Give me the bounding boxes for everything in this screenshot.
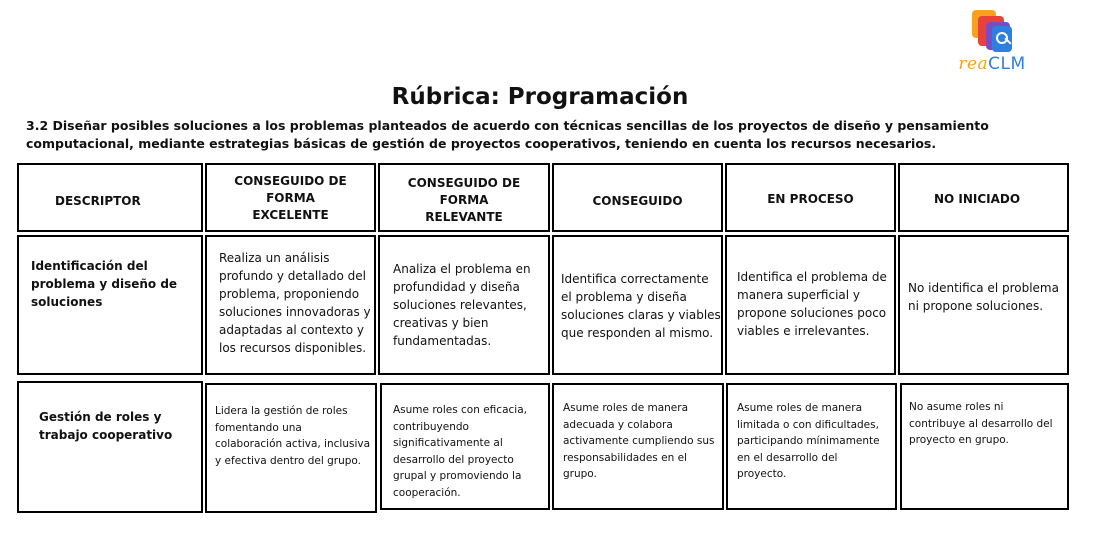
header-excelente	[205, 163, 376, 232]
header-conseguido	[552, 163, 723, 232]
row1-conseguido-text: Identifica correctamente el problema y diseña soluciones claras y viables que responden al mismo.	[561, 272, 721, 340]
header-conseguido-label: CONSEGUIDO	[592, 194, 683, 208]
row1-descriptor-label: Identificación del problema y diseño de soluciones	[31, 259, 178, 309]
page-title: Rúbrica: Programación	[391, 84, 689, 110]
row1-excelente-text: Realiza un análisis profundo y detallado del problema, proponiendo soluciones innovadoras y adaptadas al contexto y los recursos disponibles.	[219, 251, 371, 355]
row1-relevante-text: Analiza el problema en profundidad y diseña soluciones relevantes, creativas y bien fundamentadas.	[393, 262, 531, 348]
row1-no-iniciado-text: No identifica el problema ni propone soluciones.	[908, 281, 1059, 313]
row1-en-proceso	[725, 235, 896, 375]
row2-conseguido-text: Asume roles de manera adecuada y colabora activamente cumpliendo sus responsabilidades en el grupo.	[563, 402, 715, 480]
cursor-icon	[996, 32, 1008, 44]
header-en-proceso	[725, 163, 896, 232]
header-relevante-label: CONSEGUIDO DE FORMA RELEVANTE	[407, 176, 521, 224]
row2-en-proceso-text: Asume roles de manera limitada o con dificultades, participando mínimamente en el desarrollo del proyecto.	[737, 402, 880, 480]
row2-excelente	[205, 383, 377, 513]
header-no-iniciado	[898, 163, 1069, 232]
row2-relevante	[380, 383, 550, 510]
row2-descriptor-label: Gestión de roles y trabajo cooperativo	[39, 410, 173, 442]
row2-relevante-text: Asume roles con eficacia, contribuyendo significativamente al desarrollo del proyecto grupal y promoviendo la cooperación.	[393, 404, 527, 499]
logo-wordmark: reaCLM	[958, 54, 1026, 74]
row2-no-iniciado	[900, 383, 1069, 510]
row1-descriptor	[17, 235, 203, 375]
row2-conseguido	[552, 383, 724, 510]
header-no-iniciado-label: NO INICIADO	[933, 192, 1021, 206]
row2-descriptor	[17, 381, 203, 513]
header-descriptor	[17, 163, 203, 232]
header-descriptor-label: DESCRIPTOR	[55, 194, 141, 208]
row1-conseguido	[552, 235, 723, 375]
row1-en-proceso-text: Identifica el problema de manera superficial y propone soluciones poco viables e irrelevantes.	[737, 270, 887, 338]
header-relevante	[378, 163, 550, 232]
header-excelente-label: CONSEGUIDO DE FORMA EXCELENTE	[234, 174, 347, 222]
row1-no-iniciado	[898, 235, 1069, 375]
row2-no-iniciado-text: No asume roles ni contribuye al desarrollo del proyecto en grupo.	[909, 401, 1053, 446]
row2-en-proceso	[726, 383, 897, 510]
row1-excelente	[205, 235, 376, 375]
reaclm-logo	[944, 10, 1040, 76]
row2-excelente-text: Lidera la gestión de roles fomentando una colaboración activa, inclusiva y efectiva dentro del grupo.	[215, 405, 371, 467]
criterion-text: 3.2 Diseñar posibles soluciones a los problemas planteados de acuerdo con técnicas sencillas de los proyectos de diseño y pensamiento computacional, mediante estrategias básicas de gestión de proyectos cooperativos, teniendo en cuenta los recursos necesarios.	[26, 118, 989, 151]
row1-relevante	[378, 235, 550, 375]
header-en-proceso-label: EN PROCESO	[767, 192, 854, 206]
